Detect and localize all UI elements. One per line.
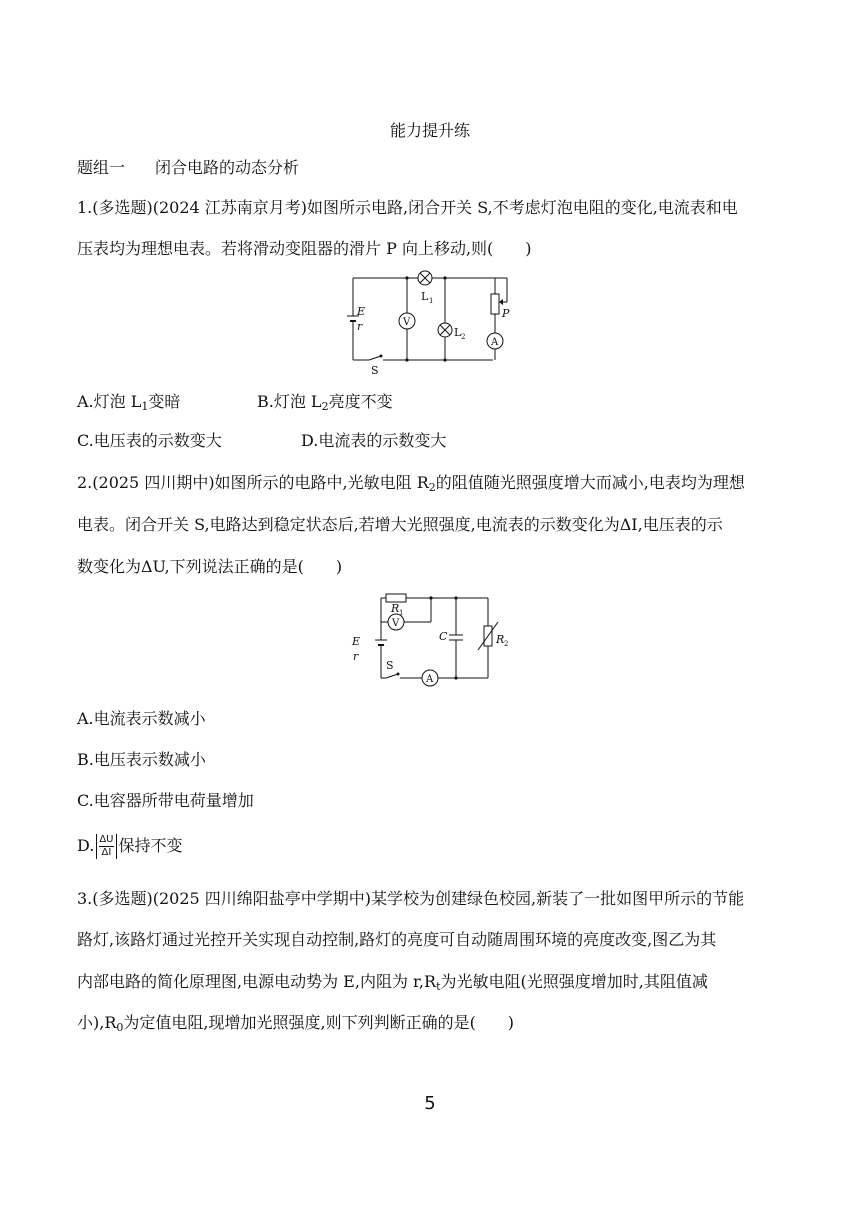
q1-circuit-figure — [345, 268, 525, 378]
q2-option-b: B.电压表示数减小 — [77, 750, 206, 769]
page-number: 5 — [424, 1093, 436, 1114]
q2-fig-label-R2-sub: 2 — [504, 640, 509, 648]
q1-fig-label-S: S — [371, 364, 379, 377]
q1-option-b: B.灯泡 $L_2$亮度不变 — [257, 392, 393, 413]
q1-option-d: D.电流表的示数变大 — [301, 431, 447, 450]
q2-fig-label-R2: R — [496, 633, 505, 646]
q3-stem-line4: 小)$,R_0$为定值电阻,现增加光照强度,则下列判断正确的是( ) — [77, 1013, 515, 1034]
q1-fig-label-L1: L — [421, 290, 429, 303]
q1-stem-line1: 1.(多选题)(2024 江苏南京月考)如图所示电路,闭合开关 S,不考虑灯泡电阻的变化,电流表和电 — [77, 198, 738, 217]
q2-fig-label-V: V — [392, 618, 400, 629]
q2-fig-label-C: C — [439, 630, 448, 643]
q2-option-d: D. $\frac{\Delta U}{\Delta I}$ 保持不变 — [77, 834, 183, 858]
q3-stem-line1: 3.(多选题)(2025 四川绵阳盐亭中学期中)某学校为创建绿色校园,新装了一批如图甲所示的节能 — [77, 889, 745, 908]
q1-fig-label-L1-sub: 1 — [429, 297, 434, 305]
q2-fig-label-r: r — [353, 650, 359, 663]
q1-fig-label-r: r — [357, 320, 363, 333]
q1-options-row1 — [77, 392, 393, 412]
q2-stem-line1: 2.(2025 四川期中)如图所示的电路中,光敏电阻 $R_2$的阻值随光照强度增大而减小,电表均为理想 — [77, 473, 745, 494]
section-label: 题组一 — [77, 158, 126, 177]
q3-stem-line3: 内部电路的简化原理图,电源电动势为 E,内阻为 $r,R_t$为光敏电阻(光照强度增加时,其阻值减 — [77, 972, 708, 993]
q2-option-c: C.电容器所带电荷量增加 — [77, 791, 254, 810]
q2-fig-label-S: S — [386, 659, 394, 672]
section-name: 闭合电路的动态分析 — [155, 158, 300, 177]
q1-stem-line2: 压表均为理想电表。若将滑动变阻器的滑片 P 向上移动,则( ) — [77, 239, 532, 258]
q1-fig-label-P: P — [502, 307, 510, 320]
delta-u-over-delta-i-fraction: $\frac{\Delta U}{\Delta I}$ — [96, 834, 116, 859]
q2-fig-label-R1-sub: 1 — [399, 609, 404, 617]
q1-fig-label-L2-sub: 2 — [461, 333, 466, 341]
q2-fig-label-E: E — [352, 635, 361, 648]
section-heading — [77, 158, 299, 178]
q1-fig-label-L2: L — [454, 326, 462, 339]
q2-stem-line3: 数变化为ΔU,下列说法正确的是( ) — [77, 557, 343, 576]
q1-options-row2 — [77, 431, 446, 451]
page-title: 能力提升练 — [389, 121, 470, 140]
q2-option-a: A.电流表示数减小 — [77, 709, 206, 728]
q1-fig-label-E: E — [357, 305, 366, 318]
q2-fig-label-A: A — [426, 674, 434, 685]
q1-fig-label-A: A — [491, 337, 499, 348]
q2-stem-line2: 电表。闭合开关 S,电路达到稳定状态后,若增大光照强度,电流表的示数变化为ΔI,电压表的示 — [77, 515, 723, 534]
q1-option-a: A.灯泡 $L_1$变暗 — [77, 392, 181, 413]
q1-option-c: C.电压表的示数变大 — [77, 431, 222, 450]
q2-circuit-figure — [348, 590, 518, 690]
q3-stem-line2: 路灯,该路灯通过光控开关实现自动控制,路灯的亮度可自动随周围环境的亮度改变,图乙为其 — [77, 930, 717, 949]
q1-fig-label-V: V — [403, 317, 411, 328]
q2-fig-label-R1: R — [391, 602, 400, 615]
